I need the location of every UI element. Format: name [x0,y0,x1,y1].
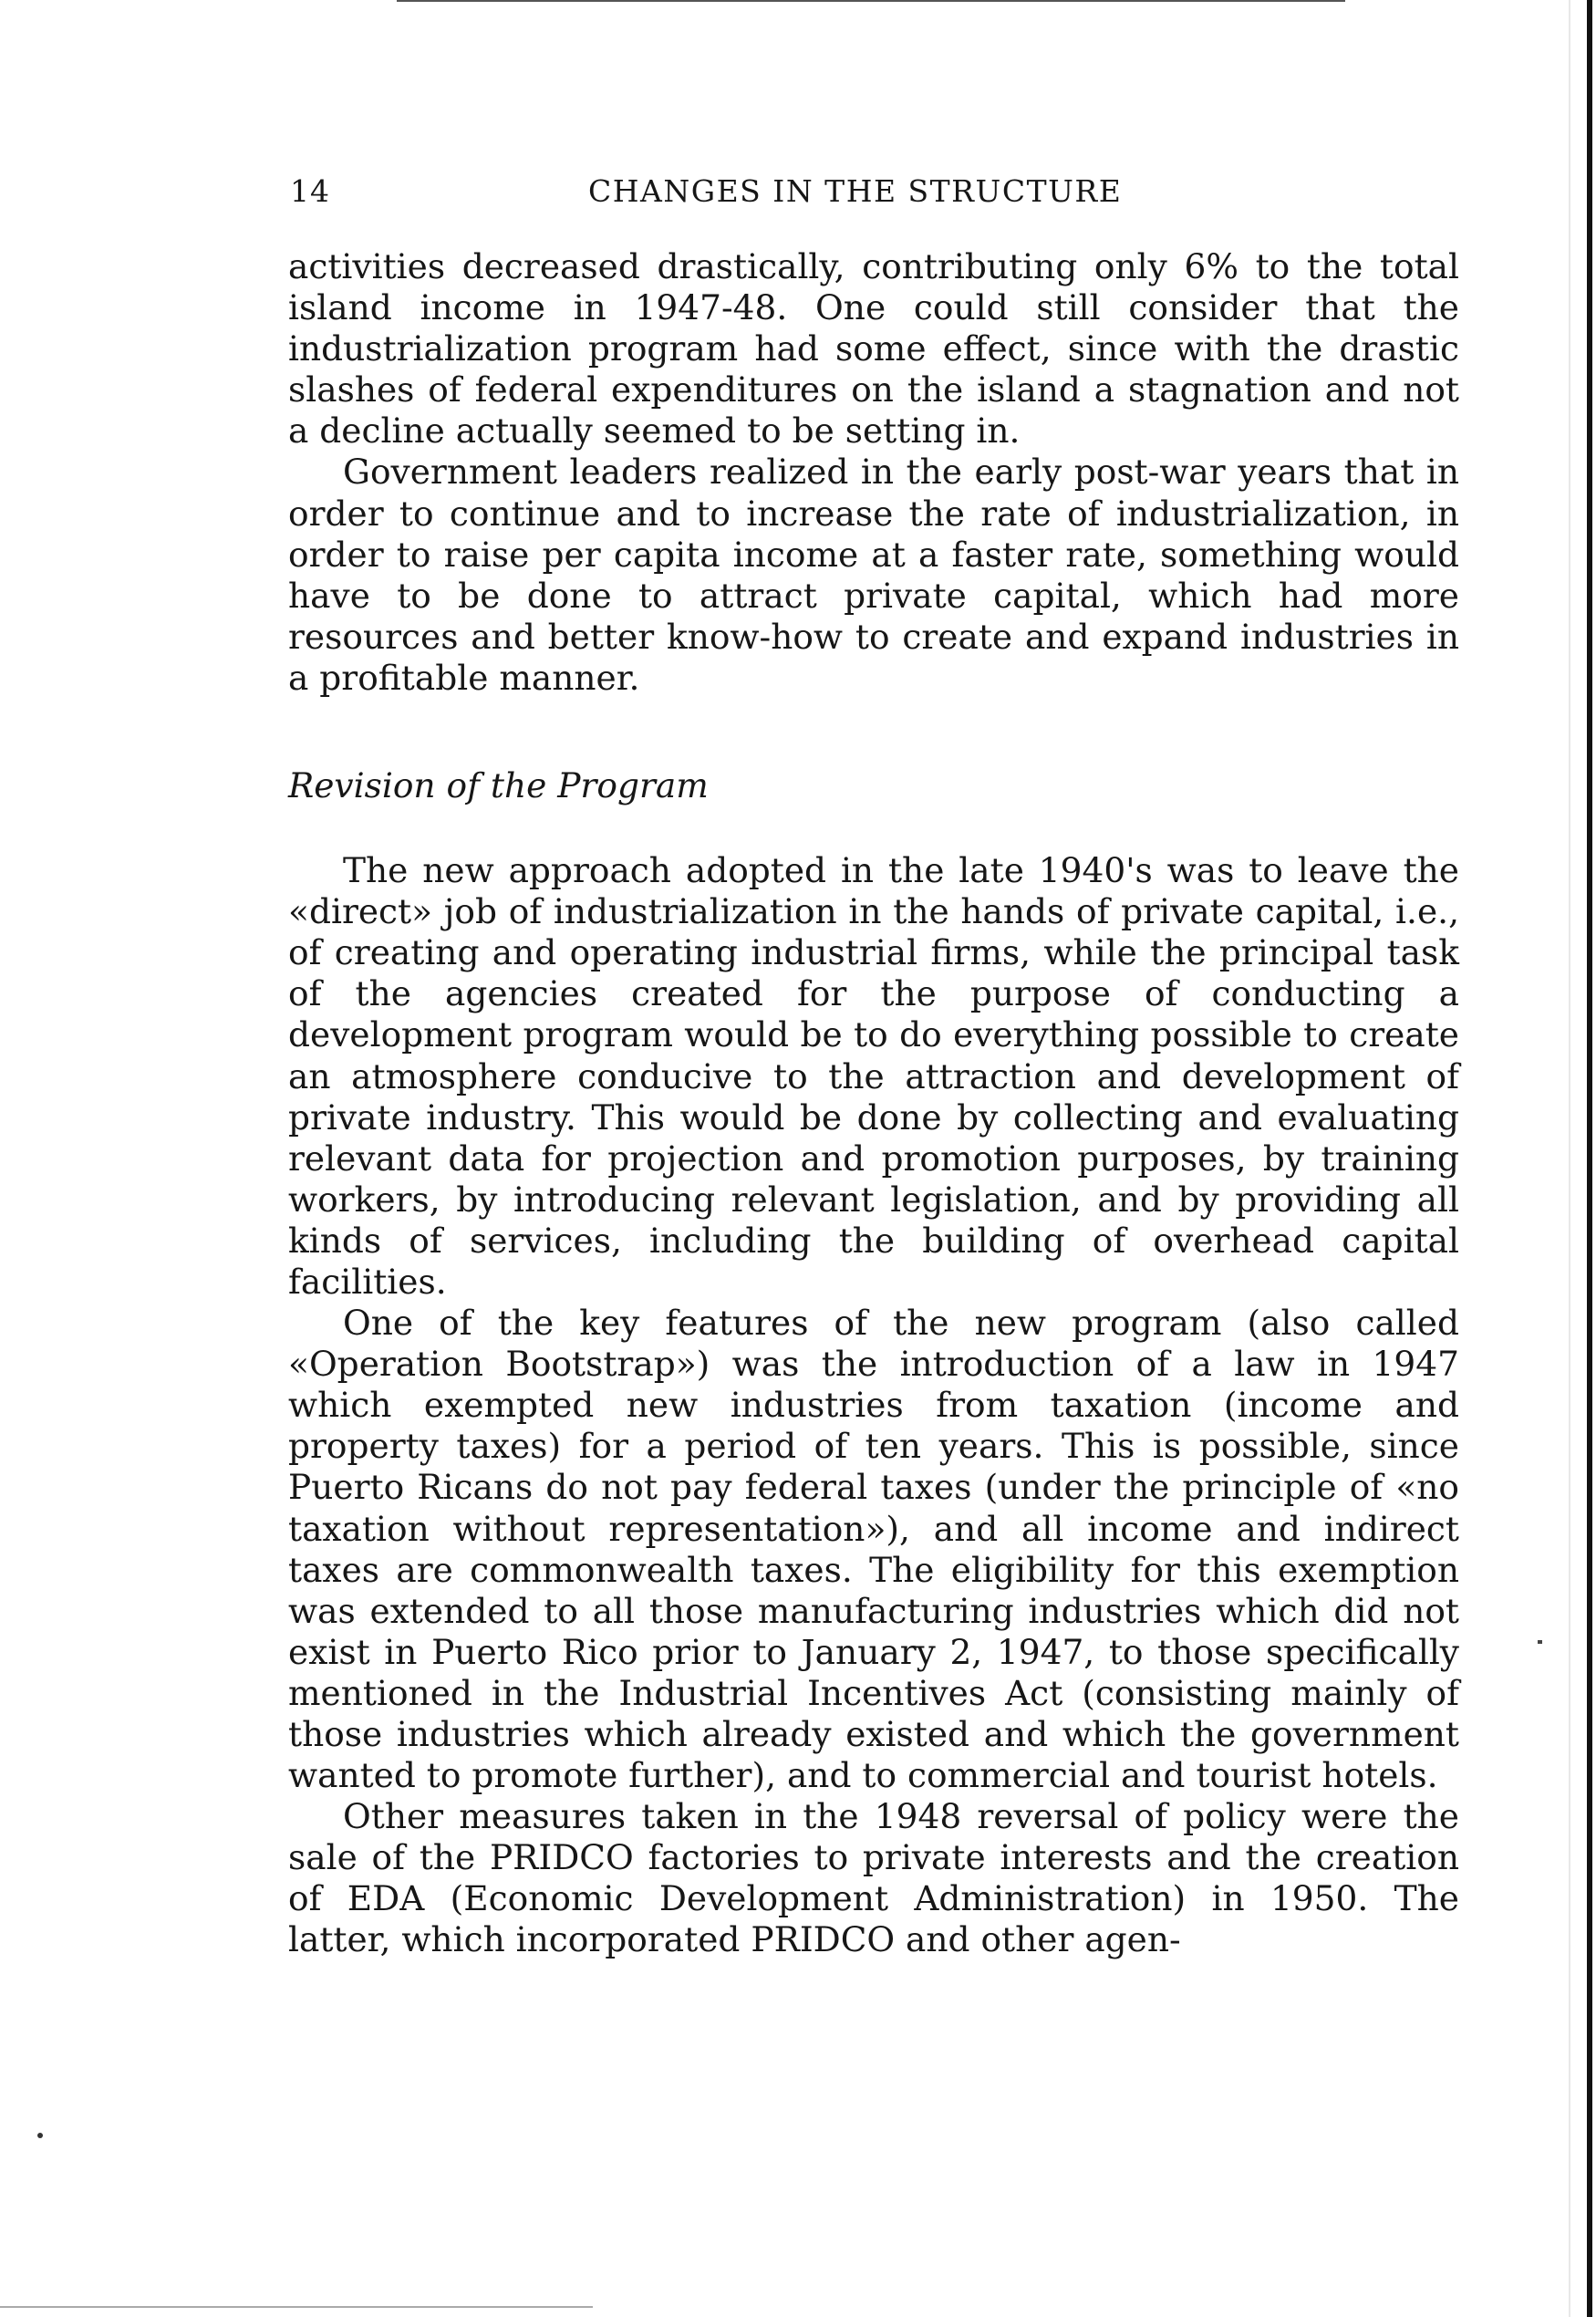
scan-bottom-edge-line [0,2306,593,2308]
paragraph-continued: activities decreased drastically, contributing only 6% to the total island income in 1947-48. One could still consider that the industrialization program had some effect, since with the drastic slashes of federal expenditures on the island a stagnation and not a decline actually seemed to be setting in. [288,246,1459,452]
main-text-body [288,246,1459,1961]
paragraph-operation-bootstrap: One of the key features of the new program (also called «Operation Bootstrap») was the introduction of a law in 1947 which exempted new industries from taxation (income and property taxes) for a period of ten years. This is possible, since Puerto Ricans do not pay federal taxes (under the principle of «no taxation without representation»), and all income and indirect taxes are commonwealth taxes. The eligibility for this exemption was extended to all those manufacturing industries which did not exist in Puerto Rico prior to January 2, 1947, to those specifically mentioned in the Industrial Incentives Act (consisting mainly of those industries which already existed and which the government wanted to promote further), and to commercial and tourist hotels. [288,1303,1459,1796]
section-heading-revision: Revision of the Program [288,765,709,806]
scan-right-edge-bar [1587,0,1592,2317]
paragraph-government-leaders: Government leaders realized in the early post-war years that in order to continue and to increase the rate of industrialization, in order to raise per capita income at a faster rate, something would have to be done to attract private capital, which had more resources and better know-how to create and expand industries in a profitable manner. [288,452,1459,698]
scan-top-edge-line [397,0,1345,2]
paragraph-new-approach: The new approach adopted in the late 1940's was to leave the «direct» job of industrialization in the hands of private capital, i.e., of creating and operating industrial firms, while the principal task of the agencies created for the purpose of conducting a development program would be to do everything possible to create an atmosphere conducive to the attraction and development of private industry. This would be done by collecting and evaluating relevant data for projection and promotion purposes, by training workers, by introducing relevant legislation, and by providing all kinds of services, including the building of overhead capital facilities. [288,850,1459,1302]
paragraph-other-measures: Other measures taken in the 1948 reversal of policy were the sale of the PRIDCO factories to private interests and the creation of EDA (Economic Development Administration) in 1950. The latter, which incorporated PRIDCO and other agen- [288,1796,1459,1960]
running-head-title: CHANGES IN THE STRUCTURE [588,173,1123,209]
scan-speck-right [1538,1640,1542,1644]
scan-speck-left [37,2133,43,2138]
page-number: 14 [290,173,330,209]
scan-right-shadow [1569,0,1570,2317]
